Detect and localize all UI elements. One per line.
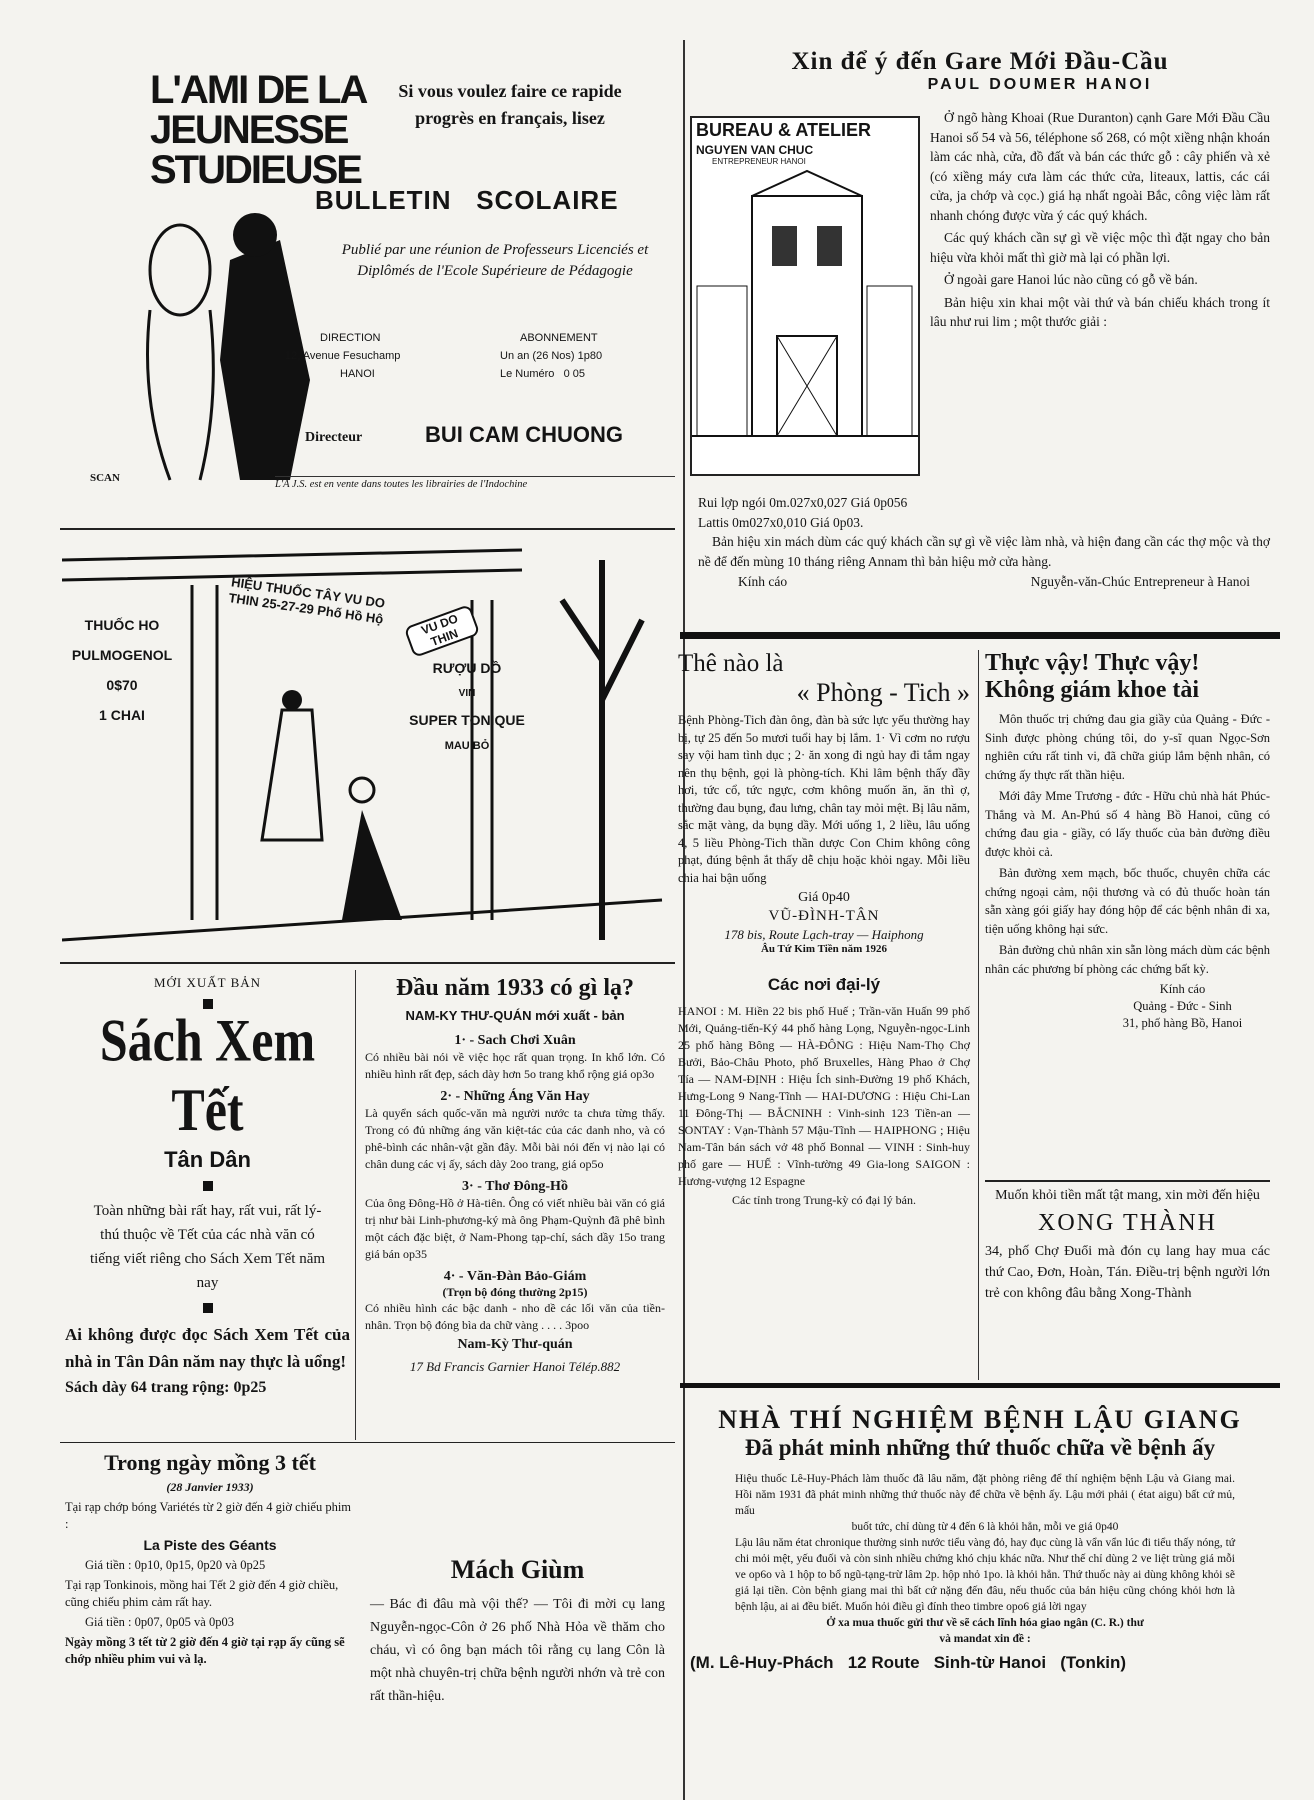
xong-intro: Muốn khỏi tiền mất tật mang, xin mời đến hiệu: [995, 1188, 1260, 1203]
ami-footer: L'A J.S. est en vente dans toutes les librairies de l'Indochine: [275, 476, 675, 490]
section-rule: [60, 528, 675, 530]
cartoon-text-right: [392, 655, 542, 759]
dau-nam-addr: 17 Bd Francis Garnier Hanoi Télép.882: [409, 1359, 621, 1374]
daily-title: Các nơi đại-lý: [767, 975, 881, 994]
item-note: (Trọn bộ đóng thường 2p15): [442, 1285, 588, 1299]
item-head: 1· - Sach Chơi Xuân: [454, 1033, 576, 1048]
art-sub: ENTREPRENEUR HANOI: [712, 157, 806, 166]
sach-xem-tet-ad: [65, 975, 350, 1401]
phong-addr: 178 bis, Route Lạch-tray — Haiphong: [724, 927, 924, 942]
cartoon-line: PULMOGENOL: [71, 647, 173, 663]
square-ornament: [203, 1181, 213, 1191]
item-body: Là quyển sách quốc-văn mà người nước ta chưa từng thấy. Trong có đủ những áng văn kiệt-tác của các danh nho, và có phê-bình các nhân-vật gần đây. Mỗi bài nói đến vị nào lại có chân dung các vị ấy, sách dày 2oo trang, giá op5o: [365, 1106, 665, 1171]
gare-paragraph: Ở ngoài gare Hanoi lúc nào cũng có gỗ về bán.: [944, 272, 1198, 287]
thuc-title-1: Thực vậy! Thực vậy!: [985, 650, 1200, 676]
cartoon-line: VIN: [458, 688, 476, 699]
director-label: Directeur: [305, 430, 363, 445]
abonnement-label: ABONNEMENT: [520, 332, 598, 344]
gare-closing: Bản hiệu xin mách dùm các quý khách cần sự gì về việc làm nhà, và hiện đang cần các thợ mộc và thợ nề để đến mùng 10 tháng riêng Annam thì bản hiệu mở cửa hàng.: [698, 534, 1270, 569]
dau-nam-ad: [365, 975, 665, 1375]
quang-duc-sinh-ad: [985, 650, 1270, 1032]
mong3-price: Giá tiền : 0p07, 0p05 và 0p03: [85, 1615, 234, 1629]
phong-title-2: « Phòng - Tich »: [796, 678, 970, 707]
mong-3-tet-ad: [65, 1450, 355, 1671]
section-rule: [680, 632, 1280, 639]
thuc-paragraph: Mới đây Mme Trương - đức - Hữu chủ nhà hát Phúc-Thắng và M. An-Phú số 4 hàng Bồ Hanoi, cũng có chứng đau gia - giầy, có lấy thuốc của bản đường điều được khỏi cả.: [985, 789, 1270, 859]
abonnement-year: Un an (26 Nos) 1p80: [500, 350, 603, 362]
nha-address: (M. Lê-Huy-Phách 12 Route Sinh-từ Hanoi (Tonkin): [690, 1653, 1127, 1672]
section-rule: [680, 1383, 1280, 1388]
art-name: NGUYEN VAN CHUC: [696, 143, 814, 157]
thuc-paragraph: Môn thuốc trị chứng đau gia giầy của Quảng - Đức -Sinh được phòng chúng tôi, do y-sĩ quan Ngọc-Sơn nghiên cứu rất tinh vi, đã chữa giúp lắm bệnh nhân, có chứng ấy thực rất thần hiệu.: [985, 712, 1270, 782]
ami-ad: [50, 60, 670, 500]
building-drawing: [692, 166, 918, 456]
cartoon-line: MAU BỎ: [444, 740, 490, 752]
gare-kinh: Kính cáo: [738, 574, 788, 589]
ami-intro: Si vous voulez faire ce rapide progrès en français, lisez: [398, 81, 622, 128]
gare-price: Lattis 0m027x0,010 Giá 0p03.: [698, 514, 864, 530]
dau-nam-title: Đầu năm 1933 có gì lạ?: [395, 975, 634, 1001]
cartoon-line: RƯỢU DỒ: [432, 660, 502, 676]
thuc-paragraph: Bản đường xem mạch, bốc thuốc, chuyên chữa các chứng ngoại cảm, nội thương và có đủ thuốc hoàn tán sẵn xàng gói giấy hay đóng hộp để các bệnh nhân đi xa, tiện uống không hại sức.: [985, 866, 1270, 936]
phong-seller: VŨ-ĐÌNH-TÂN: [768, 908, 880, 924]
thuc-signature: Quảng - Đức - Sinh: [1133, 999, 1232, 1013]
daily-body: HANOI : M. Hiền 22 bis phố Huế ; Trần-văn Huấn 99 phố Mới, Quảng-tiến-Ký 44 phố hàng Lọng, Nguyễn-ngọc-Linh 25 phố hàng Bông — HÀ-ĐÔNG : Hiệu Nam-Thọ Chợ Bưởi, Bảo-Châu Photo, phố Bruxelles, Hàng Phao ở Chợ Tía — NAM-ĐỊNH : Hiệu Ích sinh-Đường 19 phố Khách, Hưng-Long 9 Nang-Tĩnh — HAI-DƯƠNG : Hiệu Chi-Lan 11 Đông-Thị — BẮCNINH : Vinh-sinh 123 Tiền-an — SONTAY : Vạn-Thành 57 Mậu-Tĩnh — HAIPHONG ; Hiệu Nam-Tân bán sách vở 48 phố Bonnal — VINH : Sinh-huy phố gare — HUẾ : Vĩnh-tường 49 Gia-long SAIGON : Hương-vượng 12 Espagne: [678, 1004, 970, 1188]
sach-title: Sách Xem Tết: [99, 1006, 316, 1144]
le-huy-phach-ad: [685, 1405, 1275, 1673]
mach-body: — Bác đi đâu mà vội thế? — Tôi đi mời cụ lang Nguyễn-ngọc-Côn ở 26 phố Nhà Hỏa về thăm cho cháu, vì có ông bạn mách tôi rằng cụ lang Côn là một nhà chuyên-trị chữa bệnh người nhớn và trẻ con rất thần-hiệu.: [370, 1597, 665, 1704]
publisher: Tân Dân: [164, 1147, 251, 1172]
mong3-text: Tại rạp Tonkinois, mồng hai Tết 2 giờ đến 4 giờ chiều, cũng chiếu phim cảm rất hay.: [65, 1578, 339, 1609]
item-body: Của ông Đông-Hồ ở Hà-tiên. Ông có viết nhiều bài văn có giá trị như bài Linh-phương-ký mà ông Phạm-Quỳnh đã phê bình một cách đặc biệt, ở Nam-Phong tạp-chí, sách dầy 15o trang giá bán op35: [365, 1196, 665, 1261]
workshop-illustration: [690, 116, 920, 476]
mach-gium-ad: [370, 1555, 665, 1711]
ami-logo: L'AMI DE LA JEUNESSE STUDIEUSE: [150, 68, 365, 192]
mong3-text: Ngày mồng 3 tết từ 2 giờ đến 4 giờ tại rạp ấy cũng sẽ chớp nhiều phim vui và lạ.: [65, 1635, 345, 1666]
direction-city: HANOI: [340, 368, 375, 380]
phong-price: Giá 0p40: [798, 890, 850, 905]
item-body: Có nhiều hình các bậc danh - nho dề các lối văn của tiền-nhân. Trọn bộ đóng bìa da chữ vàng . . . . 3poo: [365, 1301, 665, 1332]
gare-paragraph: Các quý khách cần sự gì về việc mộc thì đặt ngay cho bản hiệu vừa khỏi mất thì giờ mà lại có phần lợi.: [930, 230, 1270, 265]
cartoon-text-left: [62, 610, 182, 730]
sach-promo: Ai không được đọc Sách Xem Tết của nhà in Tân Dân năm nay thực là uổng!: [65, 1325, 350, 1371]
item-head: 2· - Những Áng Văn Hay: [440, 1089, 590, 1104]
mach-title: Mách Giùm: [450, 1555, 585, 1584]
square-ornament: [203, 1303, 213, 1313]
cartoon-line: 1 CHAI: [99, 707, 145, 723]
dau-nam-sign: Nam-Kỳ Thư-quán: [457, 1337, 573, 1352]
thuc-title-2: Không giám khoe tài: [985, 677, 1200, 703]
phong-tich-ad: [678, 650, 970, 1208]
nha-paragraph: buốt tức, chỉ dùng từ 4 đến 6 là khỏi hẳn, mỗi ve giá 0p40: [851, 1521, 1119, 1533]
sach-price: Sách dày 64 trang rộng: 0p25: [65, 1379, 267, 1396]
signature: SCAN: [90, 472, 120, 484]
mong3-date: (28 Janvier 1933): [166, 1480, 254, 1494]
xong-body: 34, phố Chợ Đuổi mà đón cụ lang hay mua các thứ Cao, Đơn, Hoàn, Tán. Điều-trị bệnh người lớn trẻ con không đâu bằng Xong-Thành: [985, 1244, 1270, 1301]
item-head: 3· - Thơ Đông-Hồ: [462, 1179, 568, 1194]
direction-label: DIRECTION: [320, 332, 381, 344]
cartoon-sign: HIỆU THUỐC TÂY VU DO THIN 25-27-29 Phố Hồ Hộ: [227, 574, 387, 627]
student-illustration: [110, 180, 340, 500]
cartoon-line: THUỐC HO: [84, 617, 160, 633]
direction-addr: 12, Avenue Fesuchamp: [285, 350, 401, 362]
nha-paragraph: Hiệu thuốc Lê-Huy-Phách làm thuốc đã lâu năm, đặt phòng riêng để thí nghiệm bệnh Lậu và Giang mai. Hồi năm 1931 đã phát minh những thứ thuốc này để chữa về bệnh ấy. Lậu mới phải ( état aigu) bất cứ mủ, mấu: [735, 1473, 1235, 1517]
mong3-price: Giá tiền : 0p10, 0p15, 0p20 và 0p25: [85, 1558, 266, 1572]
ami-sub: Publié par une réunion de Professeurs Licenciés et Diplômés de l'Ecole Supérieure de Pédagogie: [341, 242, 649, 279]
cartoon-sign: VU DO THIN: [404, 604, 481, 658]
nha-title: NHÀ THÍ NGHIỆM BỆNH LẬU GIANG: [718, 1405, 1242, 1434]
gare-paragraph: Bản hiệu xin khai một vài thứ và bán chiếu khách trong ít lâu như rui lim ; một thước giải :: [930, 294, 1270, 329]
phong-title-1: Thê nào là: [678, 650, 784, 677]
thuc-paragraph: Bản đường chủ nhân xin sẵn lòng mách dùm các bệnh nhân các phương bí phòng các chứng bất kỳ.: [985, 943, 1270, 976]
section-rule: [60, 962, 675, 964]
pharmacy-cartoon: [62, 540, 667, 950]
mong3-title: Trong ngày mồng 3 tết: [104, 1450, 316, 1475]
column-rule: [355, 970, 356, 1440]
xong-name: XONG THÀNH: [1038, 1210, 1217, 1236]
gare-title: Xin để ý đến Gare Mới Đầu-Cầu: [791, 48, 1169, 75]
bulletin-title: BULLETIN SCOLAIRE: [315, 185, 619, 215]
cartoon-line: SUPER TONIQUE: [409, 712, 525, 728]
phong-body: Bệnh Phòng-Tich đàn ông, đàn bà sức lực yếu thường hay bị, tự 25 đến 5o mươi tuổi hay bị lắm. 1· Vì cơm no rượu say vội ham tình dục ; 2· ăn xong đi ngủ hay đi tắm ngay nên thụ bệnh, gọi là phòng-tích. Khi lâm bệnh thấy đầy hơi, tức cổ, tức ngực, cơm không muốn ăn, ăn thì ợ, thường đau bụng, đau lưng, chân tay mỏi mệt. Bị lâu năm, sắc mặt vàng, da bụng dầy. Mới uống 1, 2 liều, lâu uống 4, 5 liều Phòng-Tich thần dược Con Chim không công phạt, đúng bệnh ắt thấy dễ chịu hoặc khỏi ngay. Mỗi liều chia hai bận uống: [678, 713, 970, 885]
gare-price: Rui lợp ngói 0m.027x0,027 Giá 0p056: [698, 495, 908, 510]
item-head: 4· - Văn-Đàn Bảo-Giám: [443, 1269, 587, 1284]
dau-nam-sub: NAM-KY THƯ-QUÁN mới xuất - bản: [405, 1008, 625, 1023]
phong-est: Âu Tứ Kim Tiền năm 1926: [760, 943, 888, 955]
xong-thanh-ad: [985, 1185, 1270, 1307]
section-rule: [985, 1180, 1270, 1182]
art-heading: BUREAU & ATELIER: [696, 120, 871, 140]
thuc-kinh: Kính cáo: [1159, 982, 1206, 996]
gare-paragraph: Ở ngõ hàng Khoai (Rue Duranton) cạnh Gare Mới Đầu Cầu Hanoi số 54 và 56, téléphone số 268, có một xiềng nhận khoán làm các nhà, cửa, đồ đất và bán các thức gỗ : cây phiến và xẻ (có xiềng máy cưa làm các thức cửa, liteaux, lattis, các cái cửa, ja chớp và cọc.) giá hạ nhất ngoài Bắc, công việc làm rất nhanh chóng được vừa ý các quý khách.: [930, 110, 1270, 223]
abonnement-issue: Le Numéro 0 05: [500, 368, 585, 380]
thuc-addr: 31, phố hàng Bồ, Hanoi: [1122, 1016, 1243, 1030]
director-name: BUI CAM CHUONG: [425, 422, 623, 447]
sach-body: Toàn những bài rất hay, rất vui, rất lý-thú thuộc về Tết của các nhà văn có tiếng viết riêng cho Sách Xem Tết năm nay: [89, 1203, 326, 1291]
kicker: MỚI XUẤT BẢN: [153, 975, 262, 990]
nha-sub: Đã phát minh những thứ thuốc chữa về bệnh ấy: [744, 1435, 1216, 1460]
nha-paragraph: Lậu lâu năm état chronique thường sinh nước tiểu vàng đỏ, hay đục cùng là vẩn vẩn lúc đi tiểu thấy nóng, tứ chi mỏi mệt, yếu đuối và còn sinh nhiều chứng khó chịu khác nữa. Như thế chỉ dùng 2 ve liệt trùng giá mỗi ve op6o và 1 hộp to bổ ngũ-tạng-trừ lâm 2p. hộp nhỏ 1po. là khỏi hẳn. Thứ thuốc này ai dùng không khỏi sẽ giả lại tiền. Còn bệnh giang mai thì bất cứ nặng đến đâu, nếu thuốc của bản hiệu cũng chóng khỏi hơn là bệnh lậu, ai ai đều biết. Muốn hỏi điều gì đính theo timbre opo6 giả lời ngay: [735, 1537, 1235, 1613]
nha-paragraph: Ở xa mua thuốc gửi thư về sẽ cách lĩnh hóa giao ngân (C. R.) thư và mandat xin đề :: [826, 1617, 1144, 1645]
gare-signature: Nguyễn-văn-Chúc Entrepreneur à Hanoi: [1030, 574, 1250, 589]
section-rule: [60, 1442, 675, 1443]
item-body: Có nhiều bài nói về việc học rất quan trọng. In khổ lớn. Có nhiều hình rất đẹp, sách dày hơn 5o trang khổ rộng giá op3o: [365, 1050, 665, 1081]
column-rule: [978, 650, 979, 1380]
mong3-intro: Tại rạp chớp bóng Variétés từ 2 giờ đến 4 giờ chiếu phim :: [65, 1500, 352, 1531]
gare-sub: PAUL DOUMER HANOI: [927, 76, 1153, 93]
gare-ad: [690, 48, 1270, 589]
film-title: La Piste des Géants: [143, 1537, 277, 1553]
daily-note: Các tỉnh trong Trung-kỳ có đại lý bán.: [732, 1193, 916, 1207]
cartoon-line: 0$70: [106, 677, 138, 693]
